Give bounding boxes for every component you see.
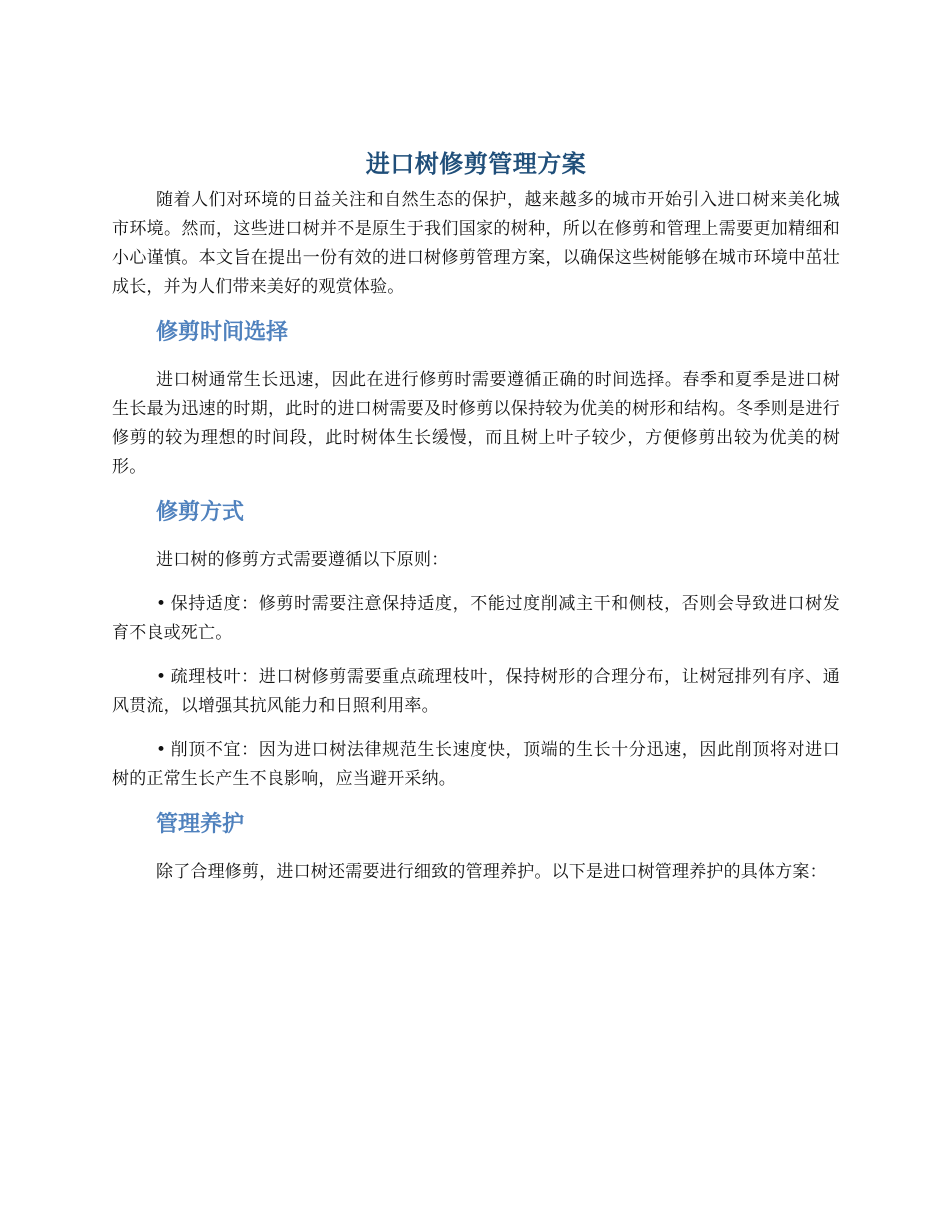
section-heading: 修剪时间选择 <box>156 320 289 345</box>
document-title: 进口树修剪管理方案 <box>365 150 587 178</box>
bullet-item <box>112 663 840 721</box>
bullet-text: 保持适度：修剪时需要注意保持适度，不能过度削减主干和侧枝，否则会导致进口树发育不良或死亡。 <box>112 594 840 643</box>
bullet-item <box>112 590 840 648</box>
section-management-care <box>112 810 840 887</box>
section-paragraph: 除了合理修剪，进口树还需要进行细致的管理养护。以下是进口树管理养护的具体方案： <box>156 862 827 882</box>
bullet-text: 削顶不宜：因为进口树法律规范生长速度快，顶端的生长十分迅速，因此削顶将对进口树的正常生长产生不良影响，应当避开采纳。 <box>112 740 840 789</box>
bullet-icon: • <box>156 594 167 614</box>
intro-paragraph: 随着人们对环境的日益关注和自然生态的保护，越来越多的城市开始引入进口树来美化城市环境。然而，这些进口树并不是原生于我们国家的树种，所以在修剪和管理上需要更加精细和小心谨慎。本文旨在提出一份有效的进口树修剪管理方案，以确保这些树能够在城市环境中茁壮成长，并为人们带来美好的观赏体验。 <box>112 190 840 297</box>
section-pruning-timing <box>112 318 840 482</box>
section-heading: 管理养护 <box>156 812 245 837</box>
section-intro-paragraph: 进口树的修剪方式需要遵循以下原则： <box>156 550 449 570</box>
bullet-icon: • <box>156 740 167 760</box>
section-paragraph: 进口树通常生长迅速，因此在进行修剪时需要遵循正确的时间选择。春季和夏季是进口树生长最为迅速的时期，此时的进口树需要及时修剪以保持较为优美的树形和结构。冬季则是进行修剪的较为理想的时间段，此时树体生长缓慢，而且树上叶子较少，方便修剪出较为优美的树形。 <box>112 370 840 477</box>
bullet-icon: • <box>156 667 167 687</box>
document-page <box>112 148 840 887</box>
bullet-item <box>112 736 840 794</box>
section-heading: 修剪方式 <box>156 500 245 525</box>
section-pruning-method <box>112 498 840 794</box>
bullet-text: 疏理枝叶：进口树修剪需要重点疏理枝叶，保持树形的合理分布，让树冠排列有序、通风贯流，以增强其抗风能力和日照利用率。 <box>112 667 840 716</box>
